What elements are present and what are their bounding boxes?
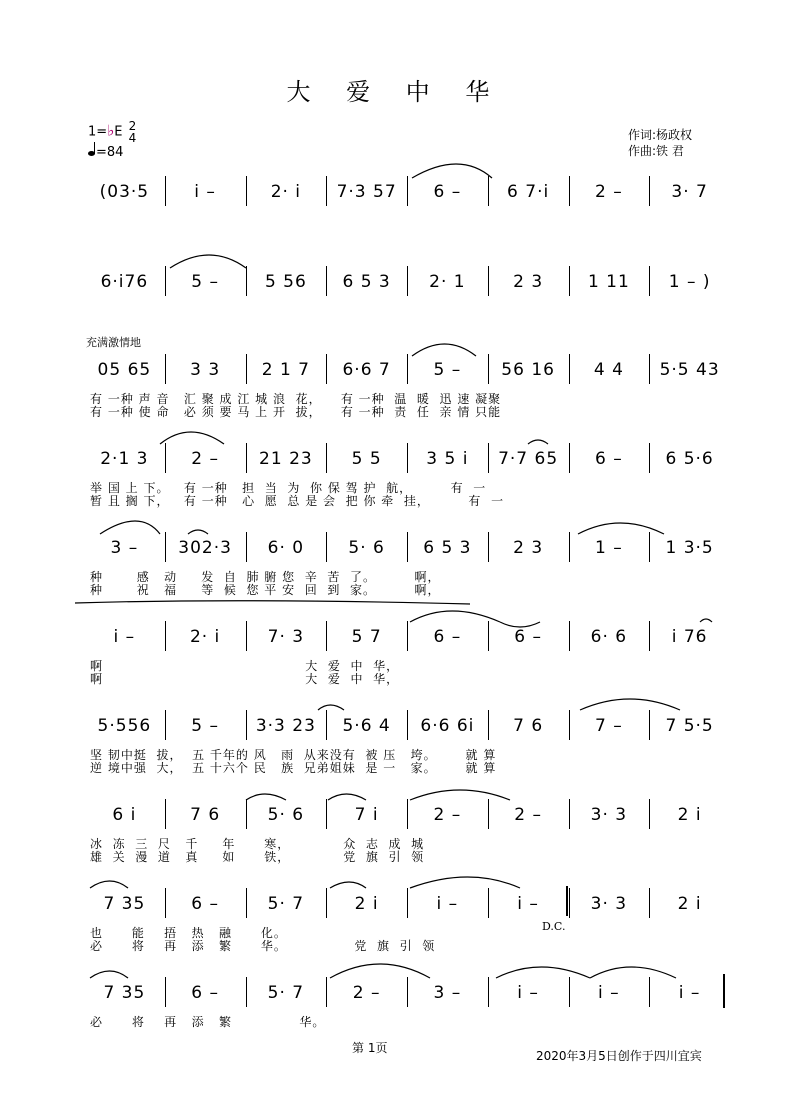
measure: 3 3 — [190, 360, 221, 380]
measure: i 76 — [671, 627, 708, 647]
measure: 5· 6 — [348, 538, 385, 558]
lyric-line: 啊 大 爱 中 华， — [90, 672, 400, 686]
slur — [160, 432, 224, 444]
lyric-line: 种 感 动 发 自 肺 腑 您 辛 苦 了。 啊， — [90, 570, 441, 584]
slur — [330, 964, 430, 978]
slur — [580, 699, 680, 710]
measure: 5·6 4 — [342, 716, 391, 736]
page-number: 第 1页 — [352, 1041, 388, 1055]
measure: i – — [517, 894, 539, 914]
measure: 6 5 3 — [423, 538, 472, 558]
measure: 2 – — [433, 805, 462, 825]
measure: 1 11 — [587, 272, 630, 292]
measure: 2· i — [270, 182, 302, 202]
measure: 5· 7 — [267, 983, 305, 1003]
measure: 2 i — [677, 894, 702, 914]
dc-marking: D.C. — [542, 920, 566, 933]
measure: 1 – — [595, 538, 623, 558]
slur — [188, 530, 208, 534]
lyric-line: 雄 关 漫 道 真 如 铁， 党 旗 引 领 — [90, 850, 425, 864]
slur — [90, 881, 128, 888]
measure: 6 – — [514, 627, 542, 647]
slur — [410, 611, 500, 622]
measure: 3· 3 — [590, 805, 628, 825]
measure: 6·6 7 — [342, 360, 391, 380]
composer: 作曲:铁 君 — [628, 144, 684, 158]
lyric-line: 种 祝 福 等 候 您 平 安 回 到 家。 啊， — [90, 583, 441, 597]
expression-mark: 充满激情地 — [86, 336, 141, 349]
lyric-line: 有 一种 声 音 汇 聚 成 江 城 浪 花， 有 一种 温 暖 迅 速 凝聚 — [90, 392, 502, 406]
repeat-barline — [566, 886, 568, 916]
measure: 5 7 — [351, 627, 382, 647]
slur — [90, 971, 128, 978]
measure: 5· 7 — [267, 894, 305, 914]
slur — [170, 255, 246, 268]
slur — [500, 622, 540, 627]
measure: 2 – — [514, 805, 542, 825]
tie-line — [75, 601, 470, 604]
measure: 5·5 43 — [659, 360, 720, 380]
composition-date: 2020年3月5日创作于四川宜宾 — [536, 1049, 702, 1063]
measure: 6· 6 — [590, 627, 628, 647]
measure: 2 3 — [513, 538, 544, 558]
lyric-line: 必 将 再 添 繁 华。 党 旗 引 领 — [90, 939, 436, 953]
measure: 7 35 — [103, 894, 146, 914]
slur — [528, 440, 548, 444]
measure: 3· 7 — [671, 182, 708, 202]
lyric-line: 坚 韧中挺 拔， 五 千年的 风 雨 从来没有 被 压 垮。 就 算 — [90, 748, 497, 762]
measure: 6· 0 — [267, 538, 305, 558]
lyricist: 作词:杨政权 — [628, 128, 693, 142]
slur — [246, 794, 286, 800]
measure: 5 – — [433, 360, 462, 380]
lyric-line: 暂 且 搁 下， 有 一种 心 愿 总 是 会 把 你 牵 挂， 有 一 — [90, 494, 505, 508]
measure: 6 – — [433, 182, 462, 202]
measure: i – — [436, 894, 459, 914]
measure: 2·1 3 — [100, 449, 149, 469]
measure: 2 – — [191, 449, 219, 469]
slur — [700, 619, 712, 622]
final-barline — [723, 974, 725, 1008]
measure: 6 i — [112, 805, 137, 825]
measure: 6 5·6 — [665, 449, 714, 469]
tempo-value: =84 — [96, 145, 124, 160]
measure: 7 5·5 — [665, 716, 714, 736]
slur — [318, 705, 344, 710]
measure: (03·5 — [99, 182, 150, 202]
measure: 1 – ) — [668, 272, 711, 292]
slur — [590, 967, 676, 978]
lyric-line: 逆 境中强 大， 五 十六个 民 族 兄弟姐妹 是 一 家。 就 算 — [90, 761, 497, 775]
measure: i – — [517, 983, 539, 1003]
lyric-line: 啊 大 爱 中 华， — [90, 659, 400, 673]
measure: 2 i — [354, 894, 379, 914]
lyric-line: 有 一种 使 命 必 须 要 马 上 开 拔， 有 一种 责 任 亲 情 只能 — [90, 405, 502, 419]
slur — [410, 877, 520, 888]
measure: 7 6 — [513, 716, 544, 736]
measure: 7· 3 — [267, 627, 305, 647]
measure: 2 – — [352, 983, 381, 1003]
measure: 2 – — [595, 182, 623, 202]
measure: 6 – — [433, 627, 462, 647]
measure: 6 7·i — [507, 182, 550, 202]
slur — [578, 523, 664, 534]
measure: 6·i76 — [100, 272, 149, 292]
measure: 6 5 3 — [342, 272, 391, 292]
measure: 5 – — [191, 272, 219, 292]
song-title: 大 爱 中 华 — [286, 78, 504, 106]
measure: i – — [113, 627, 136, 647]
measure: 2 1 7 — [261, 360, 310, 380]
measure: 2· 1 — [429, 272, 466, 292]
lyric-line: 必 将 再 添 繁 华。 — [90, 1015, 326, 1029]
slur — [496, 967, 590, 978]
measure: 6·6 6i — [420, 716, 475, 736]
measure: 6 – — [191, 983, 219, 1003]
key-note: E — [114, 124, 123, 140]
measure: i – — [598, 983, 620, 1003]
measure: 2· i — [189, 627, 221, 647]
measure: 2 i — [677, 805, 702, 825]
measure: 2 3 — [513, 272, 544, 292]
measure: 4 4 — [593, 360, 624, 380]
measure: i – — [194, 182, 216, 202]
measure: 7·3 57 — [336, 182, 397, 202]
slur — [328, 794, 366, 800]
slur — [412, 344, 476, 356]
measure: 5· 6 — [267, 805, 305, 825]
meter-bottom: 4 — [128, 131, 137, 145]
measure: 3 – — [110, 538, 139, 558]
lyric-line: 冰 冻 三 尺 千 年 寒， 众 志 成 城 — [90, 837, 425, 851]
measure: i – — [678, 983, 701, 1003]
measure: 7 35 — [103, 983, 146, 1003]
measure: 5 5 — [351, 449, 382, 469]
measure: 1 3·5 — [665, 538, 714, 558]
measure: 5 – — [191, 716, 219, 736]
lyric-line: 也 能 捂 热 融 化。 — [90, 926, 287, 940]
lyric-line: 举 国 上 下。 有 一种 担 当 为 你 保 驾 护 航， 有 一 — [90, 481, 487, 495]
measure: 3·3 23 — [255, 716, 316, 736]
key-prefix: 1= — [88, 124, 108, 140]
measure: 21 23 — [259, 449, 313, 469]
measure: 56 16 — [501, 360, 555, 380]
flat-sign: ♭ — [107, 121, 115, 140]
measure: 6 – — [191, 894, 219, 914]
measure: 05 65 — [97, 360, 152, 380]
measure: 7 6 — [190, 805, 221, 825]
meter-top: 2 — [128, 119, 137, 133]
slur — [410, 790, 510, 800]
measure: 7 – — [595, 716, 623, 736]
slur — [330, 882, 366, 888]
measure: 7·7 65 — [498, 449, 559, 469]
slur — [412, 164, 492, 178]
measure: 3 5 i — [426, 449, 469, 469]
measure: 3· 3 — [590, 894, 628, 914]
measure: 6 – — [595, 449, 623, 469]
slur — [100, 521, 160, 534]
measure: 5 56 — [264, 272, 307, 292]
measure: 7 i — [354, 805, 379, 825]
measure: 5·556 — [97, 716, 152, 736]
measure: 302·3 — [178, 538, 232, 558]
measure: 3 – — [433, 983, 462, 1003]
